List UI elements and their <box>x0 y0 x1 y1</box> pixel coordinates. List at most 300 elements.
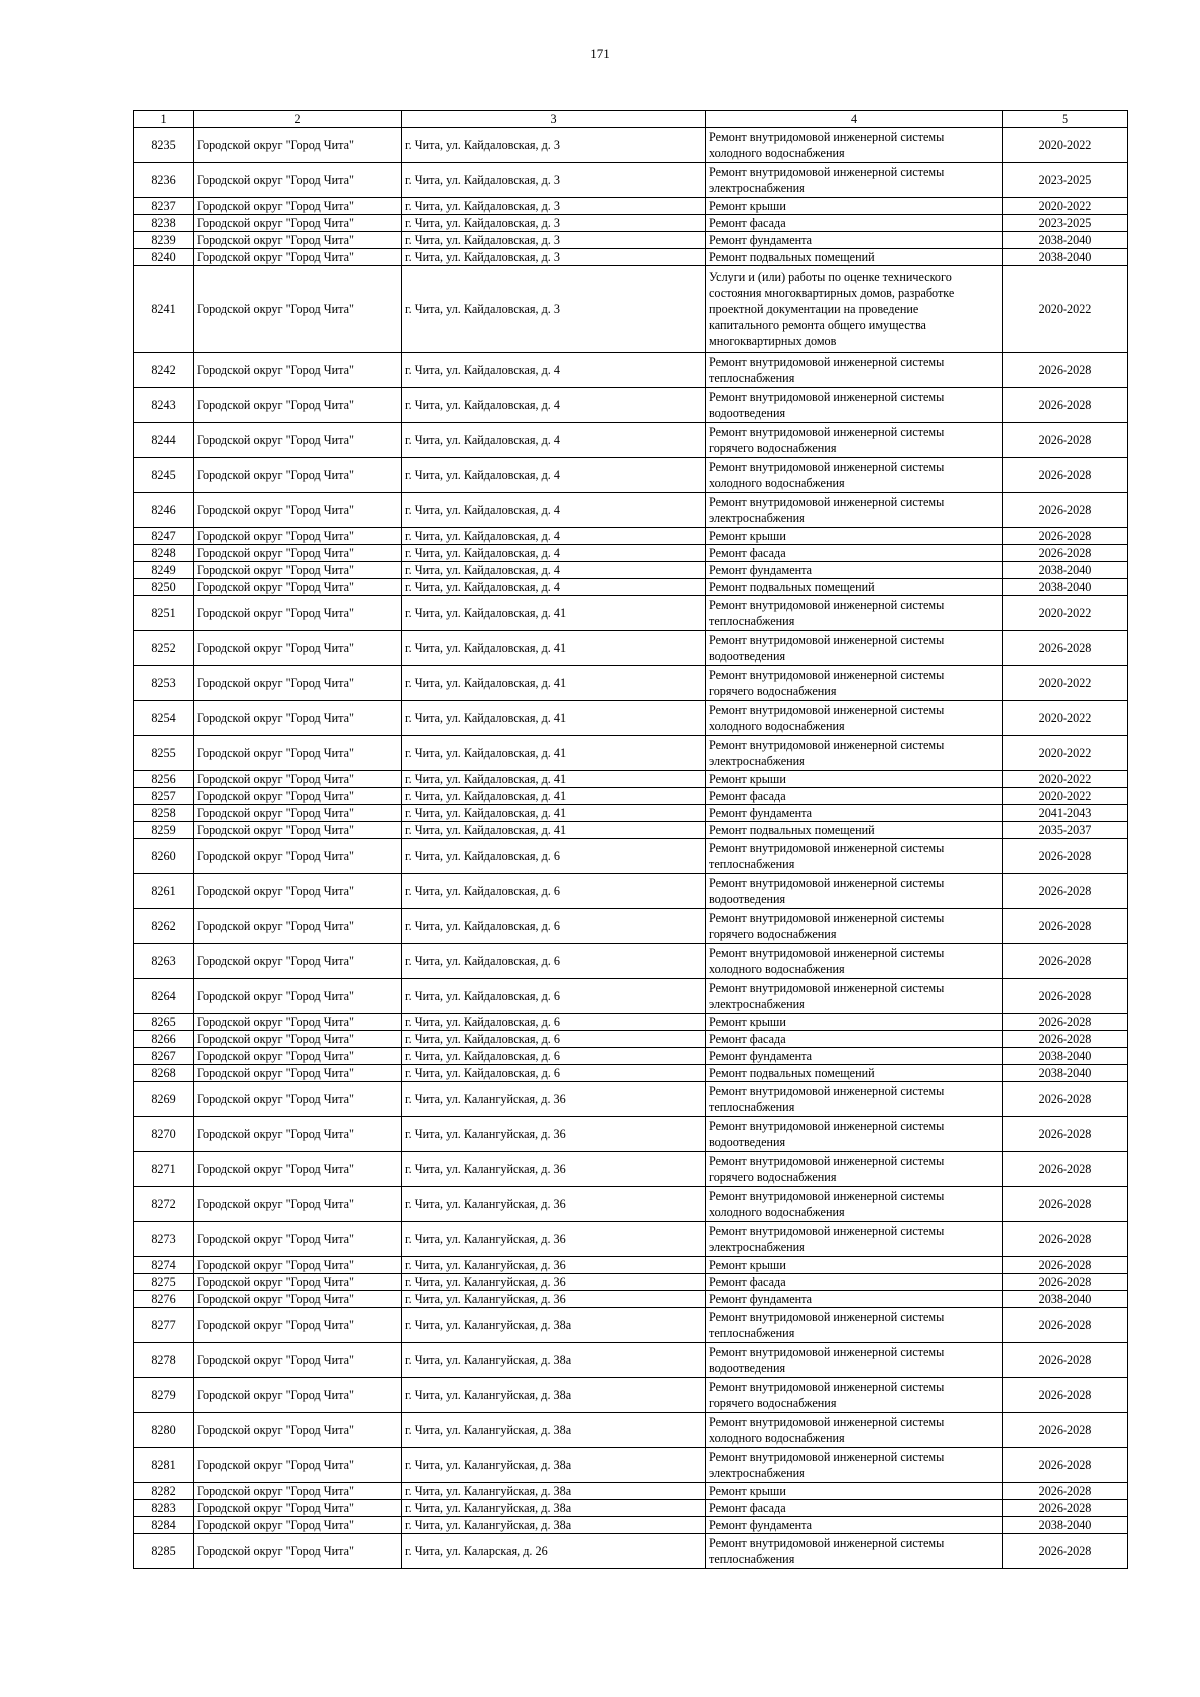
cell-work-type: Ремонт фасада <box>706 215 1003 232</box>
cell-work-type: Ремонт фундамента <box>706 232 1003 249</box>
cell-row-number: 8278 <box>134 1343 194 1378</box>
cell-work-type: Ремонт фасада <box>706 545 1003 562</box>
table-header-row <box>134 111 1128 128</box>
cell-work-type: Ремонт фасада <box>706 1031 1003 1048</box>
cell-address: г. Чита, ул. Кайдаловская, д. 3 <box>402 215 706 232</box>
cell-municipality: Городской округ "Город Чита" <box>194 266 402 353</box>
cell-municipality: Городской округ "Город Чита" <box>194 701 402 736</box>
cell-period: 2026-2028 <box>1003 874 1128 909</box>
table-row <box>134 1517 1128 1534</box>
cell-row-number: 8248 <box>134 545 194 562</box>
cell-work-type: Ремонт внутридомовой инженерной системы водоотведения <box>706 631 1003 666</box>
cell-work-type: Ремонт внутридомовой инженерной системы холодного водоснабжения <box>706 701 1003 736</box>
cell-row-number: 8282 <box>134 1483 194 1500</box>
cell-work-type: Ремонт фундамента <box>706 1517 1003 1534</box>
cell-period: 2038-2040 <box>1003 579 1128 596</box>
table-row <box>134 266 1128 353</box>
cell-address: г. Чита, ул. Калангуйская, д. 38а <box>402 1448 706 1483</box>
cell-period: 2026-2028 <box>1003 1082 1128 1117</box>
cell-work-type: Ремонт внутридомовой инженерной системы электроснабжения <box>706 1448 1003 1483</box>
cell-work-type: Ремонт внутридомовой инженерной системы электроснабжения <box>706 163 1003 198</box>
cell-municipality: Городской округ "Город Чита" <box>194 579 402 596</box>
cell-work-type: Ремонт внутридомовой инженерной системы водоотведения <box>706 1117 1003 1152</box>
cell-period: 2020-2022 <box>1003 736 1128 771</box>
cell-address: г. Чита, ул. Калангуйская, д. 38а <box>402 1483 706 1500</box>
cell-municipality: Городской округ "Город Чита" <box>194 423 402 458</box>
cell-municipality: Городской округ "Город Чита" <box>194 1378 402 1413</box>
cell-address: г. Чита, ул. Кайдаловская, д. 6 <box>402 839 706 874</box>
cell-address: г. Чита, ул. Кайдаловская, д. 41 <box>402 736 706 771</box>
cell-municipality: Городской округ "Город Чита" <box>194 596 402 631</box>
cell-address: г. Чита, ул. Калангуйская, д. 36 <box>402 1257 706 1274</box>
cell-work-type: Ремонт крыши <box>706 1014 1003 1031</box>
cell-period: 2026-2028 <box>1003 1152 1128 1187</box>
cell-address: г. Чита, ул. Калангуйская, д. 38а <box>402 1500 706 1517</box>
cell-work-type: Ремонт внутридомовой инженерной системы теплоснабжения <box>706 353 1003 388</box>
cell-municipality: Городской округ "Город Чита" <box>194 1500 402 1517</box>
cell-municipality: Городской округ "Город Чита" <box>194 1534 402 1569</box>
cell-period: 2026-2028 <box>1003 1448 1128 1483</box>
cell-address: г. Чита, ул. Кайдаловская, д. 41 <box>402 666 706 701</box>
table-row <box>134 579 1128 596</box>
cell-period: 2038-2040 <box>1003 232 1128 249</box>
cell-address: г. Чита, ул. Кайдаловская, д. 6 <box>402 874 706 909</box>
table-row <box>134 423 1128 458</box>
cell-work-type: Ремонт внутридомовой инженерной системы теплоснабжения <box>706 1308 1003 1343</box>
cell-address: г. Чита, ул. Кайдаловская, д. 4 <box>402 353 706 388</box>
cell-row-number: 8256 <box>134 771 194 788</box>
cell-period: 2026-2028 <box>1003 1483 1128 1500</box>
cell-municipality: Городской округ "Город Чита" <box>194 163 402 198</box>
column-header-3: 3 <box>402 111 706 128</box>
cell-row-number: 8254 <box>134 701 194 736</box>
cell-address: г. Чита, ул. Калангуйская, д. 38а <box>402 1413 706 1448</box>
cell-address: г. Чита, ул. Кайдаловская, д. 3 <box>402 128 706 163</box>
table-row <box>134 805 1128 822</box>
cell-work-type: Ремонт внутридомовой инженерной системы горячего водоснабжения <box>706 1152 1003 1187</box>
cell-municipality: Городской округ "Город Чита" <box>194 839 402 874</box>
table-row <box>134 666 1128 701</box>
cell-address: г. Чита, ул. Кайдаловская, д. 41 <box>402 788 706 805</box>
cell-municipality: Городской округ "Город Чита" <box>194 249 402 266</box>
cell-work-type: Ремонт фасада <box>706 788 1003 805</box>
cell-period: 2026-2028 <box>1003 1343 1128 1378</box>
cell-period: 2026-2028 <box>1003 545 1128 562</box>
cell-address: г. Чита, ул. Кайдаловская, д. 3 <box>402 163 706 198</box>
table-row <box>134 788 1128 805</box>
table-row <box>134 944 1128 979</box>
cell-municipality: Городской округ "Город Чита" <box>194 1517 402 1534</box>
cell-row-number: 8253 <box>134 666 194 701</box>
cell-address: г. Чита, ул. Кайдаловская, д. 4 <box>402 579 706 596</box>
cell-work-type: Ремонт фундамента <box>706 1291 1003 1308</box>
cell-row-number: 8266 <box>134 1031 194 1048</box>
cell-work-type: Ремонт подвальных помещений <box>706 579 1003 596</box>
table-row <box>134 388 1128 423</box>
cell-address: г. Чита, ул. Кайдаловская, д. 4 <box>402 493 706 528</box>
table-row <box>134 232 1128 249</box>
cell-address: г. Чита, ул. Калангуйская, д. 36 <box>402 1082 706 1117</box>
table-row <box>134 1308 1128 1343</box>
cell-period: 2026-2028 <box>1003 631 1128 666</box>
table-row <box>134 1291 1128 1308</box>
cell-period: 2026-2028 <box>1003 1014 1128 1031</box>
cell-period: 2038-2040 <box>1003 1291 1128 1308</box>
table-row <box>134 979 1128 1014</box>
cell-row-number: 8277 <box>134 1308 194 1343</box>
cell-work-type: Услуги и (или) работы по оценке технического состояния многоквартирных домов, разработке проектной документации на проведение капитального ремонта общего имущества многоквартирных домов <box>706 266 1003 353</box>
cell-municipality: Городской округ "Город Чита" <box>194 1448 402 1483</box>
cell-municipality: Городской округ "Город Чита" <box>194 631 402 666</box>
cell-row-number: 8252 <box>134 631 194 666</box>
cell-row-number: 8242 <box>134 353 194 388</box>
cell-row-number: 8249 <box>134 562 194 579</box>
cell-row-number: 8272 <box>134 1187 194 1222</box>
cell-address: г. Чита, ул. Калангуйская, д. 38а <box>402 1343 706 1378</box>
cell-period: 2020-2022 <box>1003 788 1128 805</box>
cell-address: г. Чита, ул. Кайдаловская, д. 6 <box>402 1048 706 1065</box>
cell-period: 2026-2028 <box>1003 458 1128 493</box>
cell-address: г. Чита, ул. Кайдаловская, д. 6 <box>402 944 706 979</box>
cell-row-number: 8237 <box>134 198 194 215</box>
cell-work-type: Ремонт внутридомовой инженерной системы электроснабжения <box>706 493 1003 528</box>
cell-municipality: Городской округ "Город Чита" <box>194 1257 402 1274</box>
cell-address: г. Чита, ул. Калангуйская, д. 38а <box>402 1378 706 1413</box>
table-row <box>134 909 1128 944</box>
cell-row-number: 8257 <box>134 788 194 805</box>
cell-work-type: Ремонт внутридомовой инженерной системы холодного водоснабжения <box>706 1187 1003 1222</box>
cell-address: г. Чита, ул. Калангуйская, д. 36 <box>402 1117 706 1152</box>
cell-address: г. Чита, ул. Калангуйская, д. 38а <box>402 1308 706 1343</box>
cell-period: 2023-2025 <box>1003 163 1128 198</box>
cell-period: 2020-2022 <box>1003 666 1128 701</box>
table-row <box>134 1483 1128 1500</box>
cell-period: 2026-2028 <box>1003 1378 1128 1413</box>
cell-period: 2023-2025 <box>1003 215 1128 232</box>
cell-address: г. Чита, ул. Кайдаловская, д. 4 <box>402 562 706 579</box>
cell-row-number: 8281 <box>134 1448 194 1483</box>
cell-work-type: Ремонт подвальных помещений <box>706 822 1003 839</box>
cell-row-number: 8285 <box>134 1534 194 1569</box>
cell-period: 2020-2022 <box>1003 266 1128 353</box>
column-header-5: 5 <box>1003 111 1128 128</box>
table-row <box>134 1048 1128 1065</box>
table-row <box>134 128 1128 163</box>
cell-municipality: Городской округ "Город Чита" <box>194 562 402 579</box>
cell-period: 2026-2028 <box>1003 979 1128 1014</box>
cell-period: 2026-2028 <box>1003 423 1128 458</box>
table-row <box>134 1257 1128 1274</box>
cell-municipality: Городской округ "Город Чита" <box>194 1274 402 1291</box>
cell-work-type: Ремонт внутридомовой инженерной системы теплоснабжения <box>706 1082 1003 1117</box>
cell-municipality: Городской округ "Город Чита" <box>194 909 402 944</box>
table-row <box>134 493 1128 528</box>
cell-work-type: Ремонт крыши <box>706 1257 1003 1274</box>
cell-municipality: Городской округ "Город Чита" <box>194 1082 402 1117</box>
cell-row-number: 8235 <box>134 128 194 163</box>
cell-address: г. Чита, ул. Кайдаловская, д. 4 <box>402 528 706 545</box>
cell-row-number: 8262 <box>134 909 194 944</box>
cell-municipality: Городской округ "Город Чита" <box>194 215 402 232</box>
table-row <box>134 701 1128 736</box>
table-row <box>134 1500 1128 1517</box>
cell-row-number: 8280 <box>134 1413 194 1448</box>
table-row <box>134 1343 1128 1378</box>
cell-row-number: 8258 <box>134 805 194 822</box>
cell-period: 2035-2037 <box>1003 822 1128 839</box>
cell-municipality: Городской округ "Город Чита" <box>194 788 402 805</box>
cell-municipality: Городской округ "Город Чита" <box>194 388 402 423</box>
cell-row-number: 8255 <box>134 736 194 771</box>
table-row <box>134 458 1128 493</box>
cell-work-type: Ремонт крыши <box>706 198 1003 215</box>
cell-period: 2026-2028 <box>1003 1257 1128 1274</box>
cell-municipality: Городской округ "Город Чита" <box>194 1014 402 1031</box>
cell-period: 2026-2028 <box>1003 493 1128 528</box>
column-header-2: 2 <box>194 111 402 128</box>
cell-address: г. Чита, ул. Калангуйская, д. 36 <box>402 1187 706 1222</box>
cell-row-number: 8283 <box>134 1500 194 1517</box>
cell-municipality: Городской округ "Город Чита" <box>194 1413 402 1448</box>
table-row <box>134 1187 1128 1222</box>
cell-work-type: Ремонт фасада <box>706 1500 1003 1517</box>
table-row <box>134 1222 1128 1257</box>
cell-row-number: 8267 <box>134 1048 194 1065</box>
cell-period: 2038-2040 <box>1003 1517 1128 1534</box>
cell-work-type: Ремонт внутридомовой инженерной системы теплоснабжения <box>706 596 1003 631</box>
table-row <box>134 249 1128 266</box>
cell-period: 2026-2028 <box>1003 1031 1128 1048</box>
cell-period: 2026-2028 <box>1003 1274 1128 1291</box>
cell-row-number: 8240 <box>134 249 194 266</box>
cell-municipality: Городской округ "Город Чита" <box>194 979 402 1014</box>
cell-period: 2020-2022 <box>1003 128 1128 163</box>
cell-address: г. Чита, ул. Кайдаловская, д. 4 <box>402 458 706 493</box>
cell-address: г. Чита, ул. Кайдаловская, д. 3 <box>402 198 706 215</box>
table-row <box>134 1014 1128 1031</box>
cell-address: г. Чита, ул. Кайдаловская, д. 6 <box>402 909 706 944</box>
cell-address: г. Чита, ул. Кайдаловская, д. 41 <box>402 805 706 822</box>
cell-work-type: Ремонт крыши <box>706 1483 1003 1500</box>
cell-row-number: 8264 <box>134 979 194 1014</box>
cell-work-type: Ремонт внутридомовой инженерной системы горячего водоснабжения <box>706 666 1003 701</box>
page-number: 171 <box>590 46 610 61</box>
table-row <box>134 1082 1128 1117</box>
cell-address: г. Чита, ул. Калангуйская, д. 36 <box>402 1152 706 1187</box>
cell-address: г. Чита, ул. Кайдаловская, д. 41 <box>402 822 706 839</box>
cell-row-number: 8279 <box>134 1378 194 1413</box>
cell-municipality: Городской округ "Город Чита" <box>194 1308 402 1343</box>
cell-period: 2020-2022 <box>1003 596 1128 631</box>
cell-address: г. Чита, ул. Кайдаловская, д. 6 <box>402 1031 706 1048</box>
table-row <box>134 215 1128 232</box>
table-row <box>134 1378 1128 1413</box>
cell-work-type: Ремонт фундамента <box>706 562 1003 579</box>
cell-row-number: 8261 <box>134 874 194 909</box>
cell-period: 2026-2028 <box>1003 1534 1128 1569</box>
cell-period: 2026-2028 <box>1003 1117 1128 1152</box>
cell-work-type: Ремонт внутридомовой инженерной системы теплоснабжения <box>706 1534 1003 1569</box>
cell-municipality: Городской округ "Город Чита" <box>194 1343 402 1378</box>
cell-row-number: 8250 <box>134 579 194 596</box>
cell-municipality: Городской округ "Город Чита" <box>194 1152 402 1187</box>
cell-address: г. Чита, ул. Кайдаловская, д. 6 <box>402 979 706 1014</box>
cell-municipality: Городской округ "Город Чита" <box>194 805 402 822</box>
cell-row-number: 8260 <box>134 839 194 874</box>
cell-address: г. Чита, ул. Кайдаловская, д. 4 <box>402 423 706 458</box>
table-row <box>134 1065 1128 1082</box>
cell-municipality: Городской округ "Город Чита" <box>194 736 402 771</box>
cell-period: 2020-2022 <box>1003 771 1128 788</box>
cell-row-number: 8274 <box>134 1257 194 1274</box>
cell-row-number: 8284 <box>134 1517 194 1534</box>
cell-address: г. Чита, ул. Калангуйская, д. 36 <box>402 1274 706 1291</box>
table-row <box>134 545 1128 562</box>
cell-address: г. Чита, ул. Кайдаловская, д. 41 <box>402 596 706 631</box>
cell-work-type: Ремонт крыши <box>706 528 1003 545</box>
cell-work-type: Ремонт фасада <box>706 1274 1003 1291</box>
cell-work-type: Ремонт внутридомовой инженерной системы горячего водоснабжения <box>706 909 1003 944</box>
cell-municipality: Городской округ "Город Чита" <box>194 822 402 839</box>
cell-municipality: Городской округ "Город Чита" <box>194 1187 402 1222</box>
cell-address: г. Чита, ул. Кайдаловская, д. 41 <box>402 631 706 666</box>
cell-row-number: 8245 <box>134 458 194 493</box>
table-row <box>134 562 1128 579</box>
cell-work-type: Ремонт внутридомовой инженерной системы холодного водоснабжения <box>706 128 1003 163</box>
cell-period: 2026-2028 <box>1003 528 1128 545</box>
cell-address: г. Чита, ул. Кайдаловская, д. 6 <box>402 1065 706 1082</box>
cell-work-type: Ремонт внутридомовой инженерной системы водоотведения <box>706 388 1003 423</box>
cell-row-number: 8246 <box>134 493 194 528</box>
cell-period: 2038-2040 <box>1003 1065 1128 1082</box>
table-row <box>134 1152 1128 1187</box>
cell-address: г. Чита, ул. Калангуйская, д. 36 <box>402 1222 706 1257</box>
cell-work-type: Ремонт фундамента <box>706 1048 1003 1065</box>
table-row <box>134 736 1128 771</box>
cell-municipality: Городской округ "Город Чита" <box>194 1222 402 1257</box>
cell-municipality: Городской округ "Город Чита" <box>194 493 402 528</box>
table-row <box>134 874 1128 909</box>
cell-municipality: Городской округ "Город Чита" <box>194 232 402 249</box>
cell-address: г. Чита, ул. Кайдаловская, д. 41 <box>402 701 706 736</box>
table-row <box>134 1274 1128 1291</box>
table-row <box>134 771 1128 788</box>
cell-work-type: Ремонт фундамента <box>706 805 1003 822</box>
table-row <box>134 822 1128 839</box>
cell-municipality: Городской округ "Город Чита" <box>194 1483 402 1500</box>
cell-address: г. Чита, ул. Кайдаловская, д. 6 <box>402 1014 706 1031</box>
cell-work-type: Ремонт внутридомовой инженерной системы электроснабжения <box>706 736 1003 771</box>
cell-address: г. Чита, ул. Кайдаловская, д. 4 <box>402 545 706 562</box>
table-row <box>134 1117 1128 1152</box>
cell-address: г. Чита, ул. Калангуйская, д. 38а <box>402 1517 706 1534</box>
cell-municipality: Городской округ "Город Чита" <box>194 874 402 909</box>
cell-address: г. Чита, ул. Кайдаловская, д. 41 <box>402 771 706 788</box>
cell-address: г. Чита, ул. Кайдаловская, д. 3 <box>402 249 706 266</box>
table-row <box>134 631 1128 666</box>
cell-period: 2041-2043 <box>1003 805 1128 822</box>
cell-municipality: Городской округ "Город Чита" <box>194 1291 402 1308</box>
cell-work-type: Ремонт внутридомовой инженерной системы холодного водоснабжения <box>706 458 1003 493</box>
works-table <box>133 110 1128 1569</box>
cell-municipality: Городской округ "Город Чита" <box>194 1048 402 1065</box>
cell-work-type: Ремонт подвальных помещений <box>706 1065 1003 1082</box>
cell-row-number: 8236 <box>134 163 194 198</box>
cell-period: 2038-2040 <box>1003 562 1128 579</box>
cell-period: 2026-2028 <box>1003 1500 1128 1517</box>
cell-address: г. Чита, ул. Кайдаловская, д. 3 <box>402 232 706 249</box>
cell-row-number: 8247 <box>134 528 194 545</box>
cell-row-number: 8259 <box>134 822 194 839</box>
table-row <box>134 1448 1128 1483</box>
cell-period: 2026-2028 <box>1003 1413 1128 1448</box>
cell-work-type: Ремонт внутридомовой инженерной системы электроснабжения <box>706 979 1003 1014</box>
cell-work-type: Ремонт внутридомовой инженерной системы водоотведения <box>706 874 1003 909</box>
cell-row-number: 8271 <box>134 1152 194 1187</box>
cell-municipality: Городской округ "Город Чита" <box>194 128 402 163</box>
cell-period: 2026-2028 <box>1003 1187 1128 1222</box>
cell-municipality: Городской округ "Город Чита" <box>194 666 402 701</box>
cell-address: г. Чита, ул. Калангуйская, д. 36 <box>402 1291 706 1308</box>
table-row <box>134 1413 1128 1448</box>
cell-row-number: 8265 <box>134 1014 194 1031</box>
cell-period: 2020-2022 <box>1003 701 1128 736</box>
cell-row-number: 8238 <box>134 215 194 232</box>
cell-period: 2026-2028 <box>1003 944 1128 979</box>
table-row <box>134 528 1128 545</box>
table-row <box>134 353 1128 388</box>
cell-work-type: Ремонт внутридомовой инженерной системы холодного водоснабжения <box>706 944 1003 979</box>
cell-row-number: 8276 <box>134 1291 194 1308</box>
table-row <box>134 839 1128 874</box>
cell-municipality: Городской округ "Город Чита" <box>194 944 402 979</box>
cell-address: г. Чита, ул. Кайдаловская, д. 4 <box>402 388 706 423</box>
table-row <box>134 1534 1128 1569</box>
cell-address: г. Чита, ул. Кайдаловская, д. 3 <box>402 266 706 353</box>
cell-municipality: Городской округ "Город Чита" <box>194 1065 402 1082</box>
cell-row-number: 8263 <box>134 944 194 979</box>
cell-period: 2038-2040 <box>1003 1048 1128 1065</box>
cell-work-type: Ремонт крыши <box>706 771 1003 788</box>
table-row <box>134 596 1128 631</box>
cell-period: 2026-2028 <box>1003 1308 1128 1343</box>
cell-work-type: Ремонт внутридомовой инженерной системы холодного водоснабжения <box>706 1413 1003 1448</box>
cell-municipality: Городской округ "Город Чита" <box>194 771 402 788</box>
cell-work-type: Ремонт подвальных помещений <box>706 249 1003 266</box>
cell-row-number: 8273 <box>134 1222 194 1257</box>
cell-municipality: Городской округ "Город Чита" <box>194 353 402 388</box>
cell-municipality: Городской округ "Город Чита" <box>194 1031 402 1048</box>
cell-row-number: 8239 <box>134 232 194 249</box>
cell-municipality: Городской округ "Город Чита" <box>194 1117 402 1152</box>
cell-work-type: Ремонт внутридомовой инженерной системы водоотведения <box>706 1343 1003 1378</box>
cell-row-number: 8275 <box>134 1274 194 1291</box>
cell-period: 2020-2022 <box>1003 198 1128 215</box>
column-header-1: 1 <box>134 111 194 128</box>
cell-address: г. Чита, ул. Каларская, д. 26 <box>402 1534 706 1569</box>
cell-municipality: Городской округ "Город Чита" <box>194 545 402 562</box>
cell-municipality: Городской округ "Город Чита" <box>194 528 402 545</box>
cell-municipality: Городской округ "Город Чита" <box>194 198 402 215</box>
table-row <box>134 163 1128 198</box>
cell-row-number: 8241 <box>134 266 194 353</box>
cell-row-number: 8269 <box>134 1082 194 1117</box>
cell-period: 2026-2028 <box>1003 1222 1128 1257</box>
cell-row-number: 8268 <box>134 1065 194 1082</box>
table-row <box>134 198 1128 215</box>
cell-row-number: 8244 <box>134 423 194 458</box>
cell-period: 2026-2028 <box>1003 388 1128 423</box>
